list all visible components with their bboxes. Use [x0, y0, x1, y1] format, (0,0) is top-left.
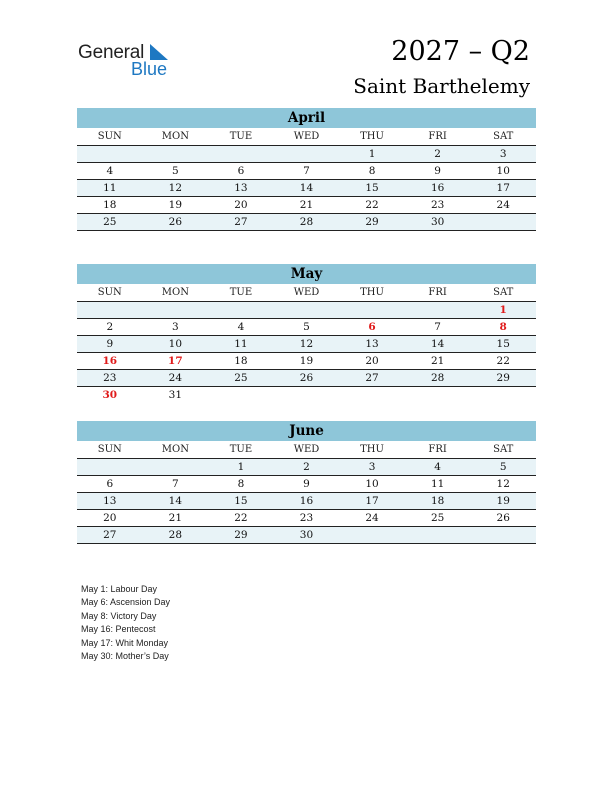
brand-word-blue: Blue: [131, 59, 168, 79]
holiday-item: May 17: Whit Monday: [81, 637, 169, 648]
weekday-label: FRI: [428, 287, 447, 298]
day-cell: 25: [234, 372, 248, 384]
month-title: April: [77, 108, 536, 128]
day-cell: 18: [234, 355, 248, 367]
weekday-label: SAT: [493, 287, 514, 298]
day-cell: 20: [103, 512, 117, 524]
day-cell: 5: [499, 461, 507, 473]
day-cell: 11: [103, 182, 117, 194]
month-title: May: [77, 264, 536, 284]
week-row: [77, 476, 536, 493]
day-cell: 24: [168, 372, 183, 384]
day-cell: 2: [434, 148, 441, 160]
day-cell: 23: [430, 199, 445, 211]
day-cell: [143, 302, 209, 318]
week-row: [77, 493, 536, 510]
day-cell: 18: [103, 199, 117, 211]
week-row: [77, 527, 536, 544]
day-cell: [208, 387, 274, 403]
day-cell: 15: [234, 495, 248, 507]
day-cell: 1: [237, 461, 245, 473]
day-cell: 28: [430, 372, 445, 384]
month-june: [77, 421, 536, 544]
day-cell: 16: [430, 182, 445, 194]
day-cell: 17: [496, 182, 510, 194]
day-cell: 14: [168, 495, 183, 507]
day-cell: 12: [496, 478, 510, 490]
day-cell: 14: [430, 338, 445, 350]
weekday-label: THU: [360, 444, 384, 455]
day-cell: [77, 302, 143, 318]
day-cell: 4: [237, 321, 245, 333]
day-cell: 2: [106, 321, 114, 333]
week-row: [77, 370, 536, 387]
day-cell: 3: [172, 321, 179, 333]
day-cell: 11: [430, 478, 445, 490]
day-cell: 19: [168, 199, 183, 211]
day-cell: 8: [499, 321, 507, 333]
weekday-label: SUN: [97, 131, 122, 142]
week-row: [77, 146, 536, 163]
day-cell: 27: [365, 372, 379, 384]
weekday-label: THU: [360, 131, 384, 142]
day-cell: 5: [303, 321, 310, 333]
day-cell: [208, 302, 274, 318]
day-cell: 6: [368, 321, 376, 333]
day-cell: 26: [168, 216, 183, 228]
day-cell: 7: [434, 321, 441, 333]
day-cell: 16: [299, 495, 314, 507]
holiday-item: May 1: Labour Day: [81, 584, 158, 594]
day-cell: 11: [234, 338, 248, 350]
day-cell: 25: [103, 216, 117, 228]
weekday-label: WED: [293, 444, 320, 455]
day-cell: 21: [168, 512, 183, 524]
day-cell: 28: [299, 216, 314, 228]
day-cell: 12: [299, 338, 314, 350]
day-cell: 17: [168, 355, 183, 367]
day-cell: [405, 527, 471, 543]
day-cell: 27: [103, 529, 117, 541]
day-cell: 20: [234, 199, 248, 211]
day-cell: 3: [499, 148, 507, 160]
day-cell: 2: [303, 461, 310, 473]
day-cell: 8: [368, 165, 376, 177]
day-cell: 22: [496, 355, 510, 367]
day-cell: [405, 387, 471, 403]
day-cell: [405, 302, 471, 318]
day-cell: 3: [368, 461, 376, 473]
day-cell: [274, 302, 340, 318]
day-cell: 9: [303, 478, 310, 490]
weekday-label: FRI: [428, 444, 447, 455]
day-cell: [143, 459, 209, 475]
day-cell: 6: [237, 165, 245, 177]
weekday-label: SUN: [97, 444, 122, 455]
weekday-label: MON: [161, 131, 189, 142]
weekday-label: TUE: [229, 131, 253, 142]
day-cell: 20: [365, 355, 379, 367]
day-cell: 5: [172, 165, 179, 177]
holiday-item: May 16: Pentecost: [81, 624, 156, 635]
day-cell: 24: [365, 512, 379, 524]
day-cell: 27: [234, 216, 248, 228]
weekday-label: WED: [293, 287, 320, 298]
day-cell: 26: [496, 512, 510, 524]
weekday-label: FRI: [428, 131, 447, 142]
week-row: [77, 197, 536, 214]
day-cell: 4: [106, 165, 114, 177]
day-cell: [274, 387, 340, 403]
day-cell: 15: [365, 182, 379, 194]
week-row: [77, 387, 536, 403]
week-row: [77, 180, 536, 197]
day-cell: 4: [434, 461, 441, 473]
day-cell: 7: [172, 478, 179, 490]
day-cell: 7: [303, 165, 310, 177]
day-cell: [77, 146, 143, 162]
page-title: 2027 – Q2: [391, 36, 530, 67]
weekday-label: MON: [161, 287, 189, 298]
day-cell: 10: [496, 165, 510, 177]
day-cell: 29: [496, 372, 510, 384]
day-cell: [470, 527, 536, 543]
day-cell: 13: [234, 182, 248, 194]
brand-logo: [78, 42, 178, 82]
day-cell: 19: [496, 495, 510, 507]
holiday-item: May 30: Mother’s Day: [81, 651, 169, 662]
day-cell: 23: [103, 372, 117, 384]
day-cell: 26: [299, 372, 314, 384]
day-cell: 30: [299, 529, 314, 541]
day-cell: 16: [102, 355, 118, 367]
day-cell: 30: [102, 389, 118, 401]
day-cell: [470, 387, 536, 403]
day-cell: 13: [103, 495, 117, 507]
week-row: [77, 459, 536, 476]
day-cell: 30: [430, 216, 445, 228]
day-cell: [208, 146, 274, 162]
month-may: [77, 264, 536, 403]
day-cell: [274, 146, 340, 162]
day-cell: 10: [168, 338, 183, 350]
week-row: [77, 510, 536, 527]
day-cell: [339, 302, 405, 318]
day-cell: [339, 527, 405, 543]
month-title: June: [77, 421, 536, 441]
weekday-label: SUN: [97, 287, 122, 298]
weekday-header-row: [77, 128, 536, 146]
day-cell: 24: [496, 199, 510, 211]
page-subtitle: Saint Barthelemy: [353, 74, 530, 98]
day-cell: 6: [106, 478, 114, 490]
day-cell: 9: [106, 338, 114, 350]
holiday-item: May 6: Ascension Day: [81, 597, 171, 608]
week-row: [77, 353, 536, 370]
day-cell: 9: [434, 165, 441, 177]
weekday-label: TUE: [229, 444, 253, 455]
day-cell: 25: [430, 512, 445, 524]
brand-word-general: General: [78, 42, 145, 63]
day-cell: 21: [299, 199, 314, 211]
day-cell: [143, 146, 209, 162]
holiday-item: May 8: Victory Day: [81, 610, 157, 621]
weekday-header-row: [77, 441, 536, 459]
day-cell: 8: [237, 478, 245, 490]
day-cell: 22: [234, 512, 248, 524]
weekday-label: TUE: [229, 287, 253, 298]
day-cell: 15: [496, 338, 510, 350]
weekday-label: MON: [161, 444, 189, 455]
week-row: [77, 214, 536, 231]
day-cell: 1: [368, 148, 376, 160]
day-cell: 1: [499, 304, 507, 316]
day-cell: 14: [299, 182, 314, 194]
day-cell: 17: [365, 495, 379, 507]
day-cell: 22: [365, 199, 379, 211]
day-cell: 12: [168, 182, 183, 194]
day-cell: 29: [365, 216, 379, 228]
weekday-label: SAT: [493, 131, 514, 142]
day-cell: [470, 214, 536, 230]
holiday-list: [81, 583, 170, 663]
week-row: [77, 302, 536, 319]
day-cell: 13: [365, 338, 379, 350]
weekday-label: WED: [293, 131, 320, 142]
month-april: [77, 108, 536, 231]
week-row: [77, 163, 536, 180]
week-row: [77, 319, 536, 336]
weekday-label: SAT: [493, 444, 514, 455]
day-cell: 23: [299, 512, 314, 524]
day-cell: 18: [430, 495, 445, 507]
day-cell: 31: [168, 389, 183, 401]
weekday-header-row: [77, 284, 536, 302]
day-cell: 21: [430, 355, 445, 367]
day-cell: 19: [299, 355, 314, 367]
weekday-label: THU: [360, 287, 384, 298]
day-cell: [339, 387, 405, 403]
day-cell: 29: [234, 529, 248, 541]
day-cell: 10: [365, 478, 379, 490]
week-row: [77, 336, 536, 353]
day-cell: [77, 459, 143, 475]
day-cell: 28: [168, 529, 183, 541]
